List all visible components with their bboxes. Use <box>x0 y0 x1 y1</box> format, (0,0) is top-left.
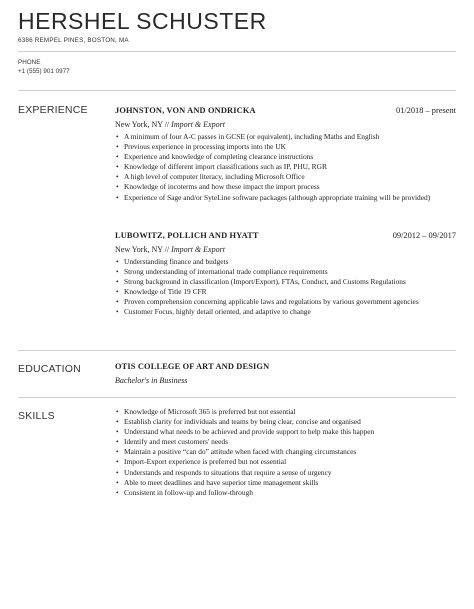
header-divider <box>18 51 456 52</box>
degree: Bachelor's in Business <box>115 376 188 385</box>
experience-divider <box>18 350 456 351</box>
school-name: OTIS COLLEGE OF ART AND DESIGN <box>115 362 270 371</box>
list-item: • Knowledge of incoterms and how these impact the import process <box>115 182 456 192</box>
list-item: • Knowledge of Title 19 CFR <box>115 287 456 297</box>
job-dates: 09/2012 – 09/2017 <box>392 231 456 240</box>
experience-heading: EXPERIENCE <box>18 104 88 116</box>
list-item: • Identify and meet customers' needs <box>115 437 456 447</box>
education-divider <box>18 397 456 398</box>
list-item: • Import-Export experience is preferred but not essential <box>115 457 456 467</box>
list-item: • Strong background in classification (Import/Export), FTAs, Conduct, and Customs Regulations <box>115 277 456 287</box>
candidate-name: HERSHEL SCHUSTER <box>18 8 267 34</box>
list-item: • A high level of computer literacy, including Microsoft Office <box>115 172 456 182</box>
candidate-address: 6386 REMPEL PINES, BOSTON, MA <box>18 37 129 44</box>
education-entry <box>115 362 456 386</box>
phone-number: +1 (555) 901 0977 <box>18 68 70 75</box>
job-location: New York, NY // <box>115 120 172 129</box>
job-entry <box>115 231 456 318</box>
list-item: • Previous experience in processing imports into the UK <box>115 142 456 152</box>
contact-divider <box>18 90 456 91</box>
list-item: • Maintain a positive “can do” attitude when faced with changing circumstances <box>115 447 456 457</box>
list-item: • Proven comprehension concerning applicable laws and regulations by various government agencies <box>115 297 456 307</box>
list-item: • Experience and knowledge of completing clearance instructions <box>115 152 456 162</box>
job-title: Import & Export <box>171 120 225 129</box>
list-item: • Customer Focus, highly detail oriented, and adaptive to change <box>115 307 456 317</box>
job-location-line <box>115 244 456 255</box>
list-item: • Able to meet deadlines and have superior time management skills <box>115 478 456 488</box>
job-location: New York, NY // <box>115 245 172 254</box>
skills-list <box>115 407 456 498</box>
job-duties-list <box>115 132 456 203</box>
list-item: • Understand what needs to be achieved and provide support to help make this happen <box>115 427 456 437</box>
list-item: • Strong understanding of international trade compliance requirements <box>115 267 456 277</box>
list-item: • Knowledge of Microsoft 365 is preferred but not essential <box>115 407 456 417</box>
skills-heading: SKILLS <box>18 410 55 422</box>
list-item: • A minimum of four A-C passes in GCSE (or equivalent), including Maths and English <box>115 132 456 142</box>
job-entry <box>115 106 456 203</box>
list-item: • Experience of Sage and/or SyteLine software packages (although appropriate training will be provided) <box>115 193 456 203</box>
job-duties-list <box>115 257 456 318</box>
list-item: • Understands and responds to situations that require a sense of urgency <box>115 468 456 478</box>
list-item: • Establish clarity for individuals and teams by being clear, concise and organised <box>115 417 456 427</box>
education-heading: EDUCATION <box>18 363 81 375</box>
job-employer: JOHNSTON, VON AND ONDRICKA <box>115 106 256 115</box>
phone-label: PHONE <box>18 59 41 66</box>
job-employer: LUBOWITZ, POLLICH AND HYATT <box>115 231 259 240</box>
list-item: • Knowledge of different import classifications such as IP, PHU, RGR <box>115 162 456 172</box>
job-location-line <box>115 119 456 130</box>
list-item: • Consistent in follow-up and follow-through <box>115 488 456 498</box>
job-dates: 01/2018 – present <box>395 106 456 115</box>
list-item: • Understanding finance and budgets <box>115 257 456 267</box>
job-title: Import & Export <box>171 245 225 254</box>
skills-entry <box>115 407 456 498</box>
